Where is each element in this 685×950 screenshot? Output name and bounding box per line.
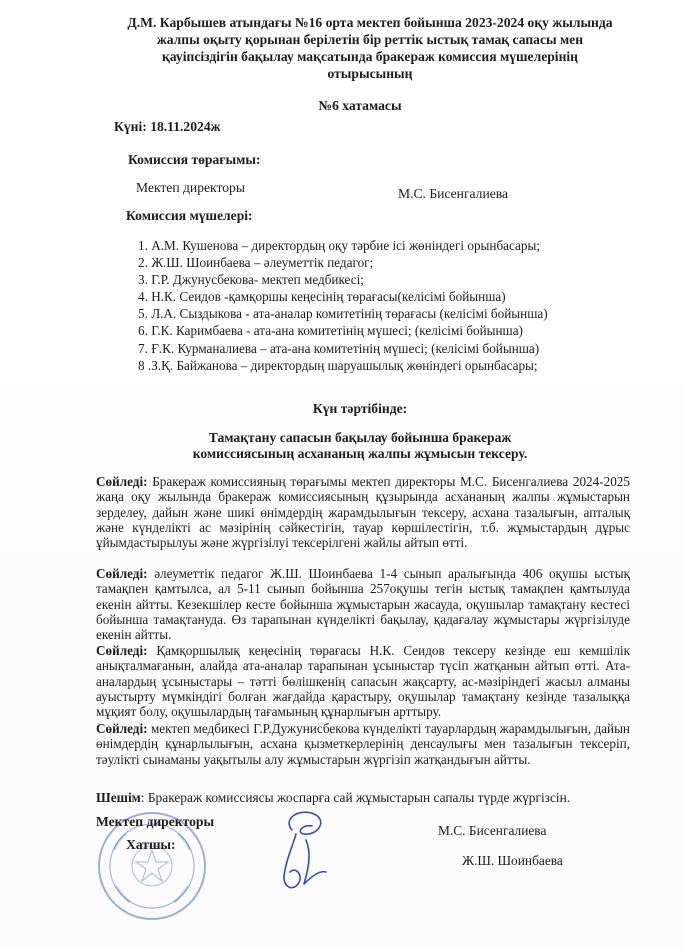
speech-label: Сөйледі: bbox=[96, 566, 148, 581]
chair-label: Комиссия төрағымы: bbox=[128, 152, 261, 167]
list-item: 2. Ж.Ш. Шоинбаева – әлеуметтік педагог; bbox=[138, 255, 374, 271]
secretary-name: Ж.Ш. Шоинбаева bbox=[462, 853, 563, 868]
members-list bbox=[138, 237, 608, 374]
speech-text: Қамқоршылық кеңесінің төрағасы Н.К. Сеидов тексеру кезінде еш кемшілік анықталмағанын, алайда ата-аналар тарапынан ұсыныстар түсіп жатқанын айтып өтті. Ата-аналардың ұсыныстары – тәтті бөлішкенің сапасын жақсарту, ас-мәзіріндегі жасыл алманы ауыстырту мүмкіндігі болған жағдайда қарастыру, оқушылар тамақтану кезінде тазалыққа мұқият болу, оқушылардың тағамының құнарлығын арттыру. bbox=[96, 643, 630, 720]
secretary-signature-label: Хатшы: bbox=[126, 837, 176, 852]
speech-label: Сөйледі: bbox=[96, 721, 148, 736]
chair-position: Мектеп директоры bbox=[136, 180, 245, 195]
speech-paragraph bbox=[96, 721, 630, 767]
list-item: 6. Г.К. Каримбаева - ата-ана комитетінің мүшесі; (келісімі бойынша) bbox=[138, 323, 523, 339]
list-item: 8 .З.Қ. Байжанова – директордың шаруашылық жөніндегі орынбасары; bbox=[138, 357, 538, 373]
signature-icon bbox=[262, 800, 342, 896]
title-line: Д.М. Карбышев атындағы №16 орта мектеп бойынша 2023-2024 оқу жылында bbox=[127, 15, 613, 30]
speech-label: Сөйледі: bbox=[96, 643, 148, 658]
list-item: 3. Г.Р. Джунусбекова- мектеп медбикесі; bbox=[138, 272, 364, 288]
director-name: М.С. Бисенгалиева bbox=[438, 823, 547, 838]
meeting-date: Күні: 18.11.2024ж bbox=[114, 119, 221, 134]
list-item: 4. Н.К. Сеидов -қамқоршы кеңесінің төрағасы(келісімі бойынша) bbox=[138, 289, 506, 305]
protocol-number: №6 хатамасы bbox=[318, 98, 402, 113]
agenda-title bbox=[150, 430, 570, 462]
title-line: жалпы оқыту қорынан берілетін бір реттік ыстық тамақ сапасы мен bbox=[156, 32, 584, 47]
decision-text: : Бракераж комиссиясы жоспарға сай жұмыстарын сапалы түрде жүргізсін. bbox=[140, 790, 571, 805]
speech-label: Сөйледі: bbox=[96, 474, 148, 489]
agenda-title-line: Тамақтану сапасын бақылау бойынша бракераж bbox=[208, 430, 512, 445]
speech-paragraph bbox=[96, 474, 630, 550]
list-item: 7. Ғ.К. Курманалиева – ата-ана комитетінің мүшесі; (келісімі бойынша) bbox=[138, 340, 540, 356]
title-line: қауіпсіздігін бақылау мақсатында бракераж комиссия мүшелерінің bbox=[161, 49, 579, 64]
list-item: 5. Л.А. Сыздыкова - ата-аналар комитетінің төрағасы (келісімі бойынша) bbox=[138, 306, 548, 322]
director-signature-label: Мектеп директоры bbox=[96, 814, 215, 829]
agenda-title-line: комиссиясының асхананың жалпы жұмысын тексеру. bbox=[192, 446, 528, 461]
title-line: отырысының bbox=[327, 66, 413, 81]
members-label: Комиссия мүшелері: bbox=[126, 208, 253, 223]
agenda-heading: Күн тәртібінде: bbox=[312, 401, 408, 416]
speech-paragraph bbox=[96, 566, 630, 642]
speech-text: мектеп медбикесі Г.Р.Дужунисбекова күнделікті тауарлардың жарамдылығын, дайын өнімдердің құнарлылығын, асхана қызметкерлерінің денсаулығы мен тазалығын тексеріп, тәулікті сынаманы уақытылы алу жұмыстарын жүргізіп жатқандығын айтты. bbox=[96, 721, 630, 767]
chair-name: М.С. Бисенгалиева bbox=[398, 186, 509, 201]
list-item: 1. А.М. Кушенова – директордың оқу тәрбие ісі жөніндегі орынбасары; bbox=[138, 238, 541, 253]
decision-label: Шешім bbox=[96, 790, 141, 805]
speech-paragraph bbox=[96, 643, 630, 719]
document-title bbox=[110, 14, 630, 82]
speech-text: Бракераж комиссияның төрағымы мектеп директоры М.С. Бисенгалиева 2024-2025 жаңа оқу жылында бракераж комиссиясының құзырында асхананың жалпы жұмыстарын зерделеу, дайын және шикі өнімдердің жарамдылығын тексеру, асхана тазалығын, апталық және күнделікті ас мәзірінің сәйкестігін, тауар көршілестігін, т.б. жұмыстардың дұрыс ұйымдастырылуы және жүргізілуі тексерілгені жайлы айтып өтті. bbox=[96, 474, 630, 551]
speech-text: әлеуметтік педагог Ж.Ш. Шоинбаева 1-4 сынып аралығында 406 оқушы ыстық тамақпен қамтылса, ал 5-11 сынып бойынша 257оқушы тегін ыстық тамақпен қамтылуда екенін айтты. Кезекшілер кесте бойынша жұмыстарын жасауда, оқушылар тамақтану кестесі бойынша тамақтануда. Өз тарапынан күнделікті бақылау, қадағалау жұмыстары жүргізілуде екенін айтты. bbox=[96, 566, 630, 643]
